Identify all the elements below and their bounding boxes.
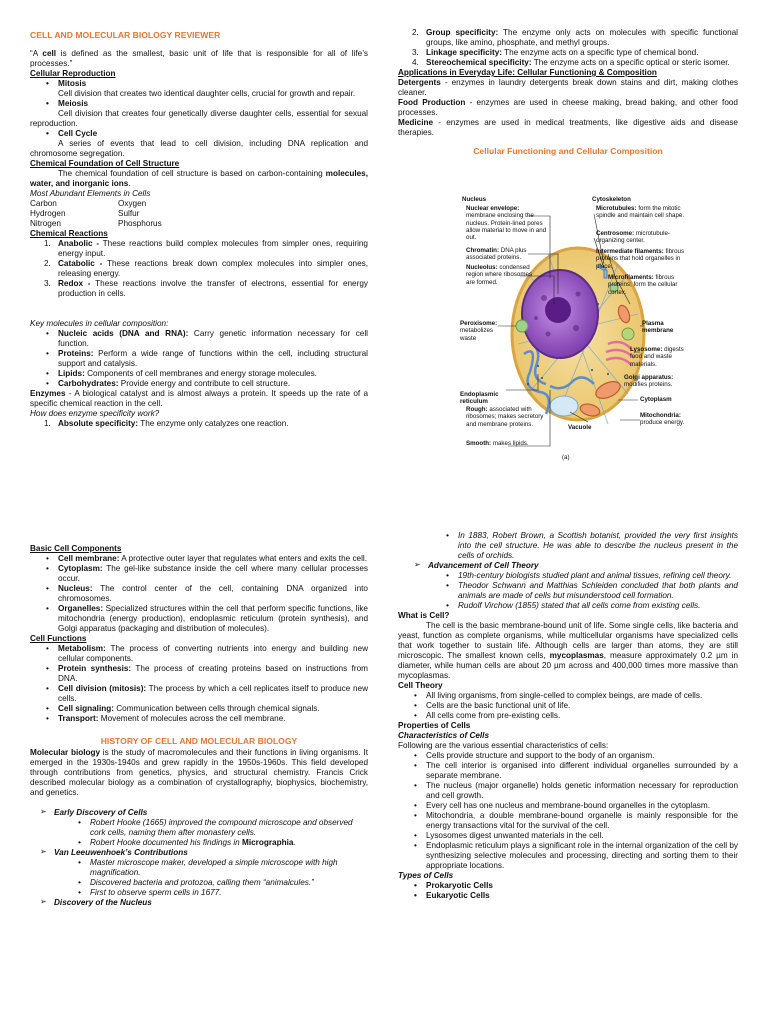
arrow-bullet-icon: ➢ xyxy=(40,847,47,857)
types-heading: Types of Cells xyxy=(398,871,454,880)
cell-theory-item: • All living organisms, from single-celled to complex beings, are made of cells. xyxy=(398,691,738,701)
label-lysosome: Lysosome: digests food and waste materials. xyxy=(630,346,684,368)
advancement-heading: ➢ Advancement of Cell Theory xyxy=(414,560,539,570)
function-item: • Protein synthesis: The process of creating proteins based on instructions from DNA. xyxy=(30,664,368,684)
characteristic-item: • The nucleus (major organelle) holds genetic information necessary for reproduction and cell growth. xyxy=(398,781,738,801)
cell-theory-heading: Cell Theory xyxy=(398,681,443,690)
leeuwenhoek-item: • Master microscope maker, developed a simple microscope with high magnification. xyxy=(30,858,368,878)
label-nuclear-envelope: Nuclear envelope: membrane enclosing the nucleus. Protein-lined pores allow material to move in and out. xyxy=(466,205,547,242)
element-row: Hydrogen Sulfur xyxy=(30,209,140,219)
cell-diagram xyxy=(458,194,698,466)
label-centrosome: Centrosome: microtubule-organizing center. xyxy=(596,230,670,245)
document-title: CELL AND MOLECULAR BIOLOGY REVIEWER xyxy=(30,30,221,40)
component-item: • Cytoplasm: The gel-like substance inside the cell where many cellular processes occur. xyxy=(30,564,368,584)
label-intermediate-filaments: Intermediate filaments: fibrous proteins that hold organelles in place. xyxy=(596,248,685,270)
arrow-bullet-icon: ➢ xyxy=(40,807,47,817)
cellcycle-text: A series of events that lead to cell division, including DNA replication and chromosome segregation. xyxy=(30,139,368,159)
function-item: • Metabolism: The process of converting nutrients into energy and building new cellular components. xyxy=(30,644,368,664)
cell-type-item: • Prokaryotic Cells xyxy=(398,881,738,891)
characteristic-item: • Mitochondria, a double membrane-bound organelle is mainly responsible for the energy transactions vital for the survival of the cell. xyxy=(398,811,738,831)
characteristic-item: • Cells provide structure and support to the body of an organism. xyxy=(398,751,738,761)
specificity-question: How does enzyme specificity work? xyxy=(30,409,160,419)
application-item: Food Production - enzymes are used in cheese making, bread baking, and other food processes. xyxy=(398,98,738,117)
properties-heading: Properties of Cells xyxy=(398,721,471,730)
leeuwenhoek-heading: ➢ Van Leeuwenhoek’s Contributions xyxy=(40,847,188,858)
early-discovery-heading: ➢ Early Discovery of Cells xyxy=(40,807,148,818)
keymol-item: • Carbohydrates: Provide energy and contribute to cell structure. xyxy=(30,379,368,389)
label-peroxisome: Peroxisome: metabolizes waste xyxy=(460,320,498,342)
basic-components-heading: Basic Cell Components xyxy=(30,544,122,553)
label-vacuole: Vacuole xyxy=(568,424,592,431)
label-mitochondria: Mitochondria: produce energy. xyxy=(640,412,685,427)
reaction-item: 2. Catabolic - These reactions break down complex molecules into simpler ones, releasing energy. xyxy=(44,259,368,279)
characteristic-item: • Every cell has one nucleus and membrane-bound organelles in the cytoplasm. xyxy=(398,801,738,811)
arrow-bullet-icon: ➢ xyxy=(40,897,47,907)
element-row: Nitrogen Phosphorus xyxy=(30,219,162,229)
label-nucleus: Nucleus xyxy=(462,196,487,203)
application-item: Medicine - enzymes are used in medical treatments, like digestive aids and disease therapies. xyxy=(398,118,738,137)
leeuwenhoek-item: • Discovered bacteria and protozoa, calling them “animalcules.” xyxy=(30,878,368,888)
label-er: Endoplasmic reticulum xyxy=(460,391,499,406)
characteristics-heading: Characteristics of Cells xyxy=(398,731,490,740)
label-golgi: Golgi apparatus: modifies proteins. xyxy=(624,374,674,389)
application-item: Detergents - enzymes in laundry detergents break down stains and dirt, making clothes cleaner. xyxy=(398,78,738,97)
mitosis-text: Cell division that creates two identical daughter cells, crucial for growth and repair. xyxy=(58,89,356,99)
specificity-item: 3. Linkage specificity: The enzyme acts on a specific type of chemical bond. xyxy=(412,48,699,57)
mitosis-label: • Mitosis xyxy=(30,79,368,89)
advancement-item: • Rudolf Virchow (1855) stated that all cells come from existing cells. xyxy=(398,601,738,611)
component-item: • Cell membrane: A protective outer layer that regulates what enters and exits the cell. xyxy=(30,554,368,564)
function-item: • Cell signaling: Communication between cells through chemical signals. xyxy=(30,704,368,714)
early-discovery-item: • Robert Hooke documented his findings in Micrographia. xyxy=(30,838,368,848)
element-row: Carbon Oxygen xyxy=(30,199,147,209)
elements-table xyxy=(30,199,368,229)
keymol-heading: Key molecules in cellular composition: xyxy=(30,319,169,329)
what-is-cell-paragraph: The cell is the basic membrane-bound unit of life. Some single cells, like bacteria and yeast, function as complete organisms, while multicellular organisms have specialized cells that work together to sustain life. Although cells are larger than atoms, they are still microscopic. The smallest known cells, mycoplasmas, measure approximately 0.2 µm in diameter, while human cells are about 20 µm across and 400,000 times more massive than mycoplasmas. xyxy=(398,621,738,680)
nucleus-discovery-heading: ➢ Discovery of the Nucleus xyxy=(40,897,152,908)
label-cytoplasm: Cytoplasm xyxy=(640,396,672,403)
characteristics-intro: Following are the various essential characteristics of cells: xyxy=(398,741,609,750)
molecular-biology-paragraph: Molecular biology is the study of macromolecules and their functions in living organisms. It emerged in the 1930s-1940s and grew rapidly in the 1950s-1960s. This field developed through contributions from genetics, physics, and structural chemistry. Francis Crick described molecular biology as a combination of crystallography, biophysics, biochemistry, and genetics. xyxy=(30,748,369,798)
cell-type-item: • Eukaryotic Cells xyxy=(398,891,738,901)
advancement-item: • 19th-century biologists studied plant and animal tissues, refining cell theory. xyxy=(398,571,738,581)
left-bottom-column xyxy=(30,544,368,908)
right-top-column xyxy=(398,28,738,156)
label-rough-er: Rough: associated with ribosomes; makes secretory and membrane proteins. xyxy=(466,406,544,428)
abundant-heading: Most Abundant Elements in Cells xyxy=(30,189,151,199)
cell-functions-heading: Cell Functions xyxy=(30,634,87,643)
brown-item: • In 1883, Robert Brown, a Scottish botanist, provided the very first insights into the cell structure. He was able to describe the nucleus present in the cells of orchids. xyxy=(398,531,738,561)
figure-title: Cellular Functioning and Cellular Composition xyxy=(473,146,663,156)
left-top-column xyxy=(30,30,368,429)
specificity-item: 4. Stereochemical specificity: The enzyme acts on a specific optical or steric isomer. xyxy=(412,58,730,67)
label-nucleolus: Nucleolus: condensed region where ribosomes are formed. xyxy=(466,264,533,286)
reaction-item: 1. Anabolic - These reactions build complex molecules from simpler ones, requiring energy input. xyxy=(44,239,368,259)
component-item: • Nucleus: The control center of the cell, containing DNA organized into chromosomes. xyxy=(30,584,368,604)
cell-definition: “A cell is defined as the smallest, basic unit of life that is responsible for all of life’s processes.” xyxy=(30,49,368,69)
specificity-item: 2. Group specificity: The enzyme only acts on molecules with specific functional groups, like amino, phosphate, and methyl groups. xyxy=(412,28,739,47)
enzymes-definition: Enzymes - A biological catalyst and is almost always a protein. It speeds up the rate of a specific chemical reaction in the cell. xyxy=(30,389,368,409)
advancement-item: • Theodor Schwann and Matthias Schleiden concluded that both plants and animals are made of cells but misunderstood cell formation. xyxy=(398,581,738,601)
label-chromatin: Chromatin: DNA plus associated proteins. xyxy=(466,247,527,262)
chem-text: The chemical foundation of cell structure is based on carbon-containing molecules, water, and inorganic ions. xyxy=(30,169,368,189)
function-item: • Cell division (mitosis): The process by which a cell replicates itself to produce new cells. xyxy=(30,684,368,704)
reproduction-heading: Cellular Reproduction xyxy=(30,69,116,79)
what-is-cell-heading: What is Cell? xyxy=(398,611,450,620)
function-item: • Transport: Movement of molecules across the cell membrane. xyxy=(30,714,368,724)
specificity-item: 1. Absolute specificity: The enzyme only catalyzes one reaction. xyxy=(44,419,289,429)
cellcycle-label: • Cell Cycle xyxy=(30,129,368,139)
reaction-item: 3. Redox - These reactions involve the transfer of electrons, essential for energy production in cells. xyxy=(44,279,368,299)
keymol-item: • Nucleic acids (DNA and RNA): Carry genetic information necessary for cell function. xyxy=(30,329,368,349)
meiosis-label: • Meiosis xyxy=(30,99,368,109)
figure-caption: (a) xyxy=(562,454,570,461)
applications-heading: Applications in Everyday Life: Cellular Functioning & Composition xyxy=(398,68,657,77)
chem-heading: Chemical Foundation of Cell Structure xyxy=(30,159,180,169)
component-item: • Organelles: Specialized structures within the cell that perform specific functions, like mitochondria (energy production), endoplasmic reticulum (protein synthesis), and Golgi apparatus (packaging and distribution of molecules). xyxy=(30,604,368,634)
leeuwenhoek-item: • First to observe sperm cells in 1677. xyxy=(30,888,368,898)
arrow-bullet-icon: ➢ xyxy=(414,560,421,569)
keymol-item: • Proteins: Perform a wide range of functions within the cell, including structural support and catalysis. xyxy=(30,349,368,369)
characteristic-item: • Endoplasmic reticulum plays a significant role in the internal organization of the cell by synthesizing selective molecules and processing, directing and sorting them to their appropriate locations. xyxy=(398,841,738,871)
keymol-item: • Lipids: Components of cell membranes and energy storage molecules. xyxy=(30,369,368,379)
cell-theory-item: • Cells are the basic functional unit of life. xyxy=(398,701,738,711)
right-bottom-column xyxy=(398,531,738,901)
characteristic-item: • The cell interior is organised into different individual organelles surrounded by a separate membrane. xyxy=(398,761,738,781)
characteristic-item: • Lysosomes digest unwanted materials in the cell. xyxy=(398,831,738,841)
meiosis-text: Cell division that creates four genetically diverse daughter cells, essential for sexual reproduction. xyxy=(30,109,368,129)
cell-theory-item: • All cells come from pre-existing cells. xyxy=(398,711,738,721)
nucleolus-shape xyxy=(545,297,571,323)
early-discovery-item: • Robert Hooke (1665) improved the compound microscope and observed cork cells, naming them after monastery cells. xyxy=(30,818,368,838)
reactions-heading: Chemical Reactions xyxy=(30,229,108,239)
label-microtubules: Microtubules: form the mitotic spindle and maintain cell shape. xyxy=(596,205,685,220)
label-plasma-membrane: Plasma membrane xyxy=(642,320,674,335)
vacuole-shape xyxy=(550,396,578,416)
label-microfilaments: Microfilaments: fibrous proteins; form the cellular cortex. xyxy=(608,274,678,296)
history-title: HISTORY OF CELL AND MOLECULAR BIOLOGY xyxy=(100,736,298,746)
label-smooth-er: Smooth: makes lipids. xyxy=(466,440,529,447)
label-cytoskeleton: Cytoskeleton xyxy=(592,196,631,203)
